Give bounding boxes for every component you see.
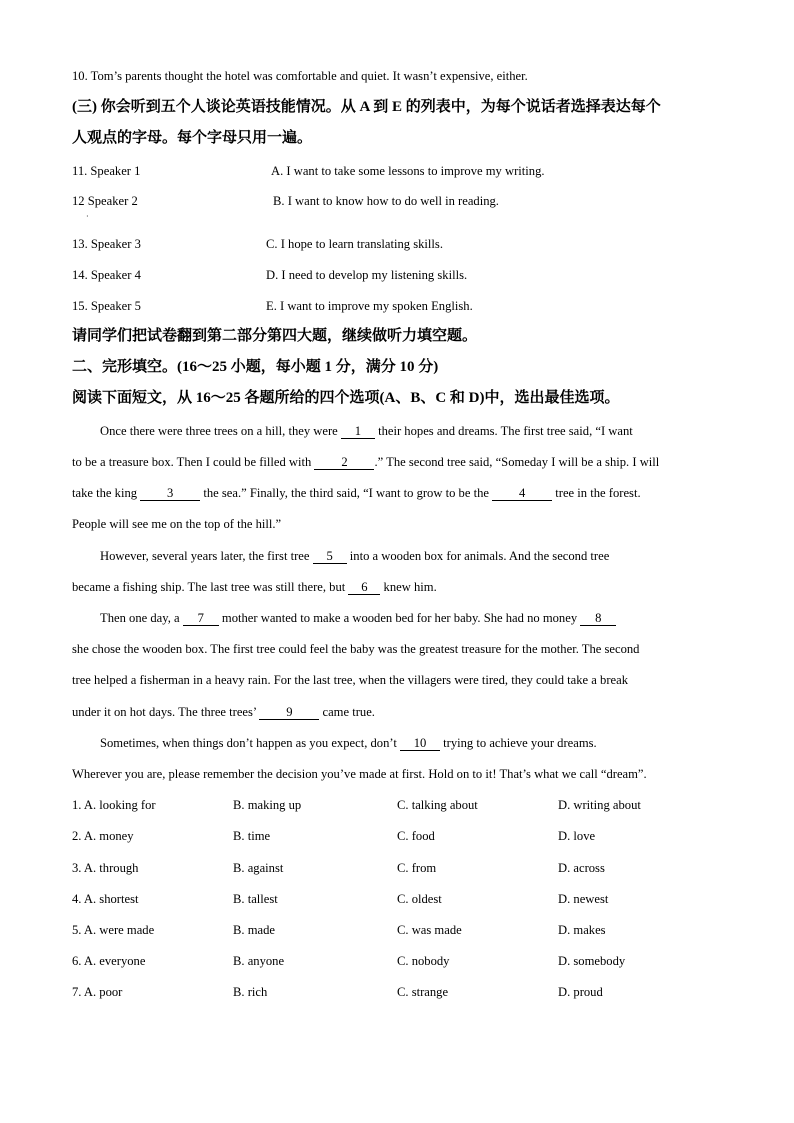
text: became a fishing ship. The last tree was still there, but <box>72 580 349 594</box>
section-3-instruction-line-2: 人观点的字母。每个字母只用一遍。 <box>72 130 313 146</box>
blank-4: 4 <box>492 487 552 501</box>
choice-4b: B. tallest <box>233 892 278 906</box>
choice-4a: 4. A. shortest <box>72 892 139 906</box>
passage-p2-line-1 <box>100 548 609 564</box>
passage-p1-line-4: People will see me on the top of the hill.” <box>72 517 282 531</box>
choice-7a: 7. A. poor <box>72 985 123 999</box>
speaker-1: 11. Speaker 1 <box>72 164 141 178</box>
stray-dot: · <box>86 212 89 221</box>
choice-2c: C. food <box>397 829 435 843</box>
text: knew him. <box>380 580 437 594</box>
blank-6: 6 <box>348 581 380 595</box>
text: under it on hot days. The three trees’ <box>72 705 260 719</box>
choice-7d: D. proud <box>558 985 603 999</box>
passage-p1-line-2 <box>72 454 659 470</box>
cloze-section-title: 二、完形填空。(16～25 小题，每小题 1 分，满分 10 分) <box>72 359 439 375</box>
blank-9: 9 <box>259 706 319 720</box>
blank-2: 2 <box>314 456 374 470</box>
passage-p3-line-4 <box>72 704 375 720</box>
choice-2b: B. time <box>233 829 271 843</box>
passage-p1-line-1 <box>100 423 633 439</box>
option-c: C. I hope to learn translating skills. <box>266 237 443 251</box>
passage-p2-line-2 <box>72 579 437 595</box>
option-e: E. I want to improve my spoken English. <box>266 299 473 313</box>
choice-5d: D. makes <box>558 923 606 937</box>
blank-3: 3 <box>140 487 200 501</box>
blank-1: 1 <box>341 425 375 439</box>
choice-7b: B. rich <box>233 985 268 999</box>
choice-3b: B. against <box>233 861 284 875</box>
blank-5: 5 <box>313 550 347 564</box>
text: trying to achieve your dreams. <box>440 736 597 750</box>
choice-3c: C. from <box>397 861 437 875</box>
speaker-5: 15. Speaker 5 <box>72 299 141 313</box>
choice-5a: 5. A. were made <box>72 923 155 937</box>
choice-7c: C. strange <box>397 985 449 999</box>
choice-3d: D. across <box>558 861 605 875</box>
blank-7: 7 <box>183 612 219 626</box>
choice-1b: B. making up <box>233 798 302 812</box>
text: tree in the forest. <box>552 486 641 500</box>
choice-6d: D. somebody <box>558 954 626 968</box>
choice-2a: 2. A. money <box>72 829 134 843</box>
choice-6b: B. anyone <box>233 954 285 968</box>
text: to be a treasure box. Then I could be filled with <box>72 455 315 469</box>
choice-1c: C. talking about <box>397 798 478 812</box>
text: Sometimes, when things don’t happen as you expect, don’t <box>100 736 400 750</box>
text: mother wanted to make a wooden bed for her baby. She had no money <box>218 611 581 625</box>
passage-p3-line-3: tree helped a fisherman in a heavy rain. For the last tree, when the villagers were tired, they could take a break <box>72 673 628 687</box>
question-10: 10. Tom’s parents thought the hotel was comfortable and quiet. It wasn’t expensive, either. <box>72 69 528 83</box>
choice-5b: B. made <box>233 923 275 937</box>
passage-p3-line-2: she chose the wooden box. The first tree could feel the baby was the greatest treasure for the mother. The second <box>72 642 640 656</box>
choice-2d: D. love <box>558 829 596 843</box>
passage-p1-line-3 <box>72 485 641 501</box>
choice-1a: 1. A. looking for <box>72 798 156 812</box>
text: into a wooden box for animals. And the second tree <box>346 549 610 563</box>
text: Then one day, a <box>100 611 183 625</box>
turn-page-note: 请同学们把试卷翻到第二部分第四大题，继续做听力填空题。 <box>72 328 478 344</box>
text: take the king <box>72 486 141 500</box>
text: their hopes and dreams. The first tree said, “I want <box>374 424 633 438</box>
passage-p4-line-1 <box>100 735 597 751</box>
text: the sea.” Finally, the third said, “I want to grow to be the <box>200 486 493 500</box>
speaker-3: 13. Speaker 3 <box>72 237 141 251</box>
choice-3a: 3. A. through <box>72 861 139 875</box>
passage-p3-line-1 <box>100 610 616 626</box>
choice-6c: C. nobody <box>397 954 450 968</box>
cloze-instruction: 阅读下面短文，从 16～25 各题所给的四个选项(A、B、C 和 D)中，选出最佳选项。 <box>72 390 620 406</box>
option-d: D. I need to develop my listening skills. <box>266 268 468 282</box>
speaker-4: 14. Speaker 4 <box>72 268 141 282</box>
choice-5c: C. was made <box>397 923 462 937</box>
choice-1d: D. writing about <box>558 798 641 812</box>
speaker-2: 12 Speaker 2 <box>72 194 138 208</box>
blank-10: 10 <box>400 737 440 751</box>
choice-4c: C. oldest <box>397 892 442 906</box>
text: However, several years later, the first tree <box>100 549 313 563</box>
text: came true. <box>319 705 375 719</box>
blank-8: 8 <box>580 612 616 626</box>
option-b: B. I want to know how to do well in reading. <box>273 194 499 208</box>
section-3-instruction-line-1: (三) 你会听到五个人谈论英语技能情况。从 A 到 E 的列表中，为每个说话者选择表达每个 <box>72 99 661 115</box>
text: Once there were three trees on a hill, they were <box>100 424 341 438</box>
choice-4d: D. newest <box>558 892 609 906</box>
choice-6a: 6. A. everyone <box>72 954 146 968</box>
passage-p4-line-2: Wherever you are, please remember the decision you’ve made at first. Hold on to it! That’s what we call “dream”. <box>72 767 647 781</box>
option-a: A. I want to take some lessons to improve my writing. <box>271 164 545 178</box>
text: .” The second tree said, “Someday I will be a ship. I will <box>374 455 660 469</box>
